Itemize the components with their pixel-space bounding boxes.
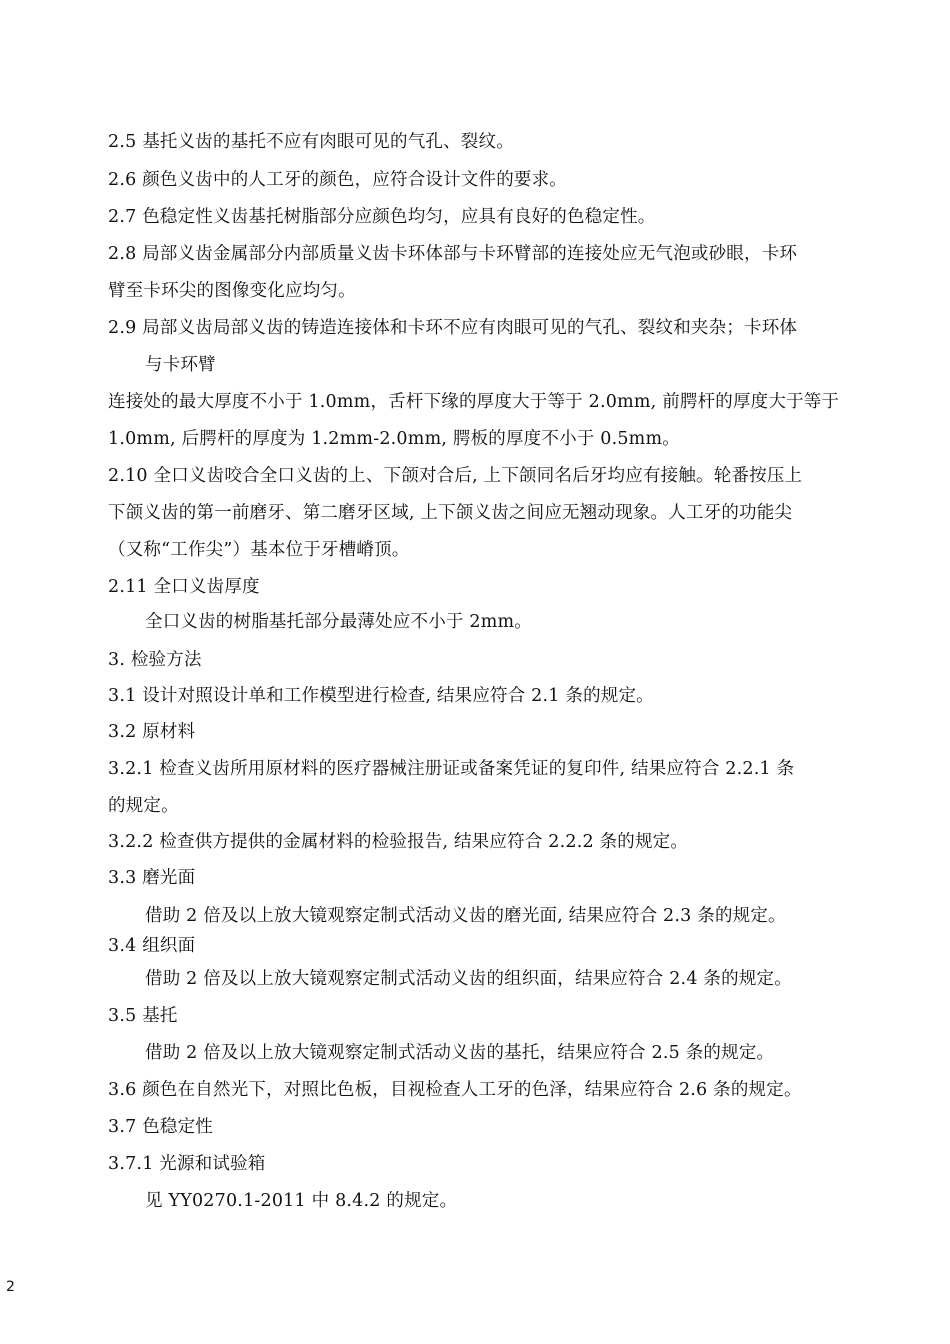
- text-line: 连接处的最大厚度不小于 1.0mm，舌杆下缘的厚度大于等于 2.0mm, 前腭杆的厚度大于等于: [108, 392, 840, 412]
- text-line: 3.7 色稳定性: [108, 1117, 213, 1137]
- text-line: 借助 2 倍及以上放大镜观察定制式活动义齿的组织面，结果应符合 2.4 条的规定。: [145, 969, 792, 989]
- text-line: 的规定。: [108, 796, 179, 816]
- text-line: 下颌义齿的第一前磨牙、第二磨牙区域, 上下颌义齿之间应无翘动现象。人工牙的功能尖: [108, 503, 793, 523]
- text-line: 3.1 设计对照设计单和工作模型进行检查, 结果应符合 2.1 条的规定。: [108, 686, 654, 706]
- text-line: 借助 2 倍及以上放大镜观察定制式活动义齿的基托，结果应符合 2.5 条的规定。: [145, 1043, 775, 1063]
- text-line: 2.5 基托义齿的基托不应有肉眼可见的气孔、裂纹。: [108, 132, 514, 152]
- text-line: 2.8 局部义齿金属部分内部质量义齿卡环体部与卡环臂部的连接处应无气泡或砂眼，卡环: [108, 244, 798, 264]
- text-line: 3.4 组织面: [108, 936, 196, 956]
- text-line: 全口义齿的树脂基托部分最薄处应不小于 2mm。: [145, 612, 532, 632]
- text-line: 见 YY0270.1-2011 中 8.4.2 的规定。: [145, 1191, 458, 1211]
- text-line: 3.6 颜色在自然光下，对照比色板，目视检查人工牙的色泽，结果应符合 2.6 条的规定。: [108, 1080, 802, 1100]
- text-line: 3.7.1 光源和试验箱: [108, 1154, 266, 1174]
- text-line: 3.2.1 检查义齿所用原材料的医疗器械注册证或备案凭证的复印件, 结果应符合 2.2.1 条: [108, 759, 795, 779]
- text-line: 2.9 局部义齿局部义齿的铸造连接体和卡环不应有肉眼可见的气孔、裂纹和夹杂；卡环体: [108, 318, 798, 338]
- text-line: 与卡环臂: [145, 355, 216, 375]
- text-line: 借助 2 倍及以上放大镜观察定制式活动义齿的磨光面, 结果应符合 2.3 条的规定。: [145, 906, 786, 926]
- page-number: 2: [6, 1279, 15, 1295]
- text-line: 2.7 色稳定性义齿基托树脂部分应颜色均匀，应具有良好的色稳定性。: [108, 207, 656, 227]
- text-line: 3.3 磨光面: [108, 868, 196, 888]
- text-line: 3.2 原材料: [108, 722, 196, 742]
- text-line: 臂至卡环尖的图像变化应均匀。: [108, 281, 356, 301]
- text-line: 3.5 基托: [108, 1006, 178, 1026]
- text-line: 2.10 全口义齿咬合全口义齿的上、下颌对合后, 上下颌同名后牙均应有接触。轮番按压上: [108, 466, 803, 486]
- text-line: 2.6 颜色义齿中的人工牙的颜色，应符合设计文件的要求。: [108, 170, 567, 190]
- text-line: 1.0mm, 后腭杆的厚度为 1.2mm-2.0mm, 腭板的厚度不小于 0.5mm。: [108, 429, 680, 449]
- text-line: 3. 检验方法: [108, 650, 202, 670]
- text-line: 3.2.2 检查供方提供的金属材料的检验报告, 结果应符合 2.2.2 条的规定。: [108, 832, 689, 852]
- text-line: 2.11 全口义齿厚度: [108, 577, 260, 597]
- text-line: （又称“工作尖”）基本位于牙槽嵴顶。: [108, 540, 410, 560]
